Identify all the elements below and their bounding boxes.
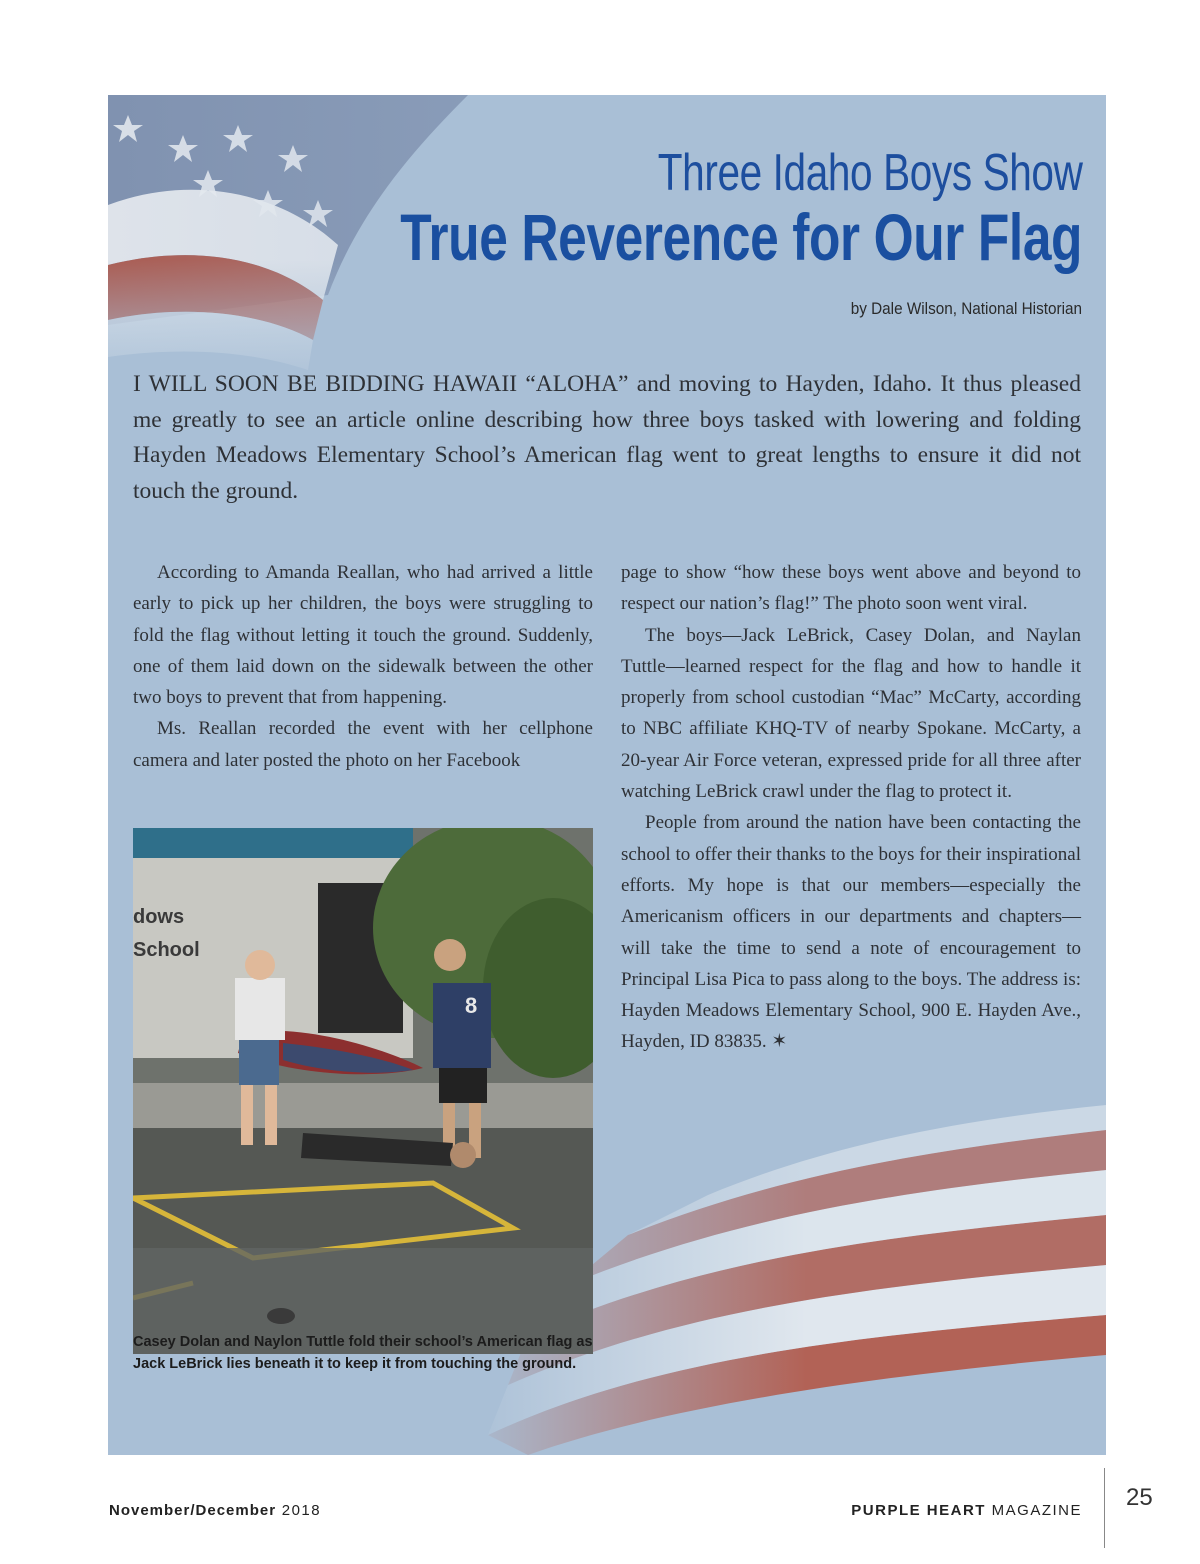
article-photo	[133, 828, 593, 1354]
footer-issue-date	[109, 1502, 321, 1519]
issue-month: November/December	[109, 1502, 277, 1519]
magazine-name-bold: PURPLE HEART	[851, 1502, 986, 1519]
article-lead: I WILL SOON BE BIDDING HAWAII “ALOHA” and moving to Hayden, Idaho. It thus pleased me greatly to see an article online describing how three boys tasked with lowering and folding Hayden Meadows Elementary School’s American flag went to great lengths to ensure it did not touch the ground.	[133, 371, 1081, 504]
issue-year: 2018	[281, 1502, 322, 1519]
paragraph: The boys—Jack LeBrick, Casey Dolan, and Naylan Tuttle—learned respect for the flag and how to handle it properly from school custodian “Mac” McCarty, according to NBC affiliate KHQ-TV of nearby Spokane. McCarty, a 20-year Air Force veteran, expressed pride for all three after watching LeBrick crawl under the flag to protect it.	[621, 624, 1081, 803]
article-title-line1: Three Idaho Boys Show	[657, 144, 1082, 202]
right-column	[621, 557, 1081, 1058]
paragraph	[621, 807, 1081, 1057]
paragraph: page to show “how these boys went above and beyond to respect our nation’s flag!” The photo soon went viral.	[621, 562, 1081, 615]
page-number: 25	[1126, 1484, 1153, 1511]
paragraph-text: People from around the nation have been contacting the school to offer their thanks to the boys for their inspirational efforts. My hope is that our members—especially the Americanism officers in our departments and chapters—will take the time to send a note of encouragement to Principal Lisa Pica to pass along to the boys. The address is: Hayden Meadows Elementary School, 900 E. Hayden Ave., Hayden, ID 83835.	[621, 812, 1081, 1053]
article-panel	[108, 95, 1106, 1455]
article-byline: by Dale Wilson, National Historian	[850, 299, 1082, 318]
shirt-number: 8	[465, 993, 478, 1018]
left-column	[133, 557, 593, 776]
footer-divider	[1104, 1468, 1105, 1548]
article-title-line2: True Reverence for Our Flag	[400, 200, 1082, 274]
photo-caption: Casey Dolan and Naylon Tuttle fold their school’s American flag as Jack LeBrick lies beneath it to keep it from touching the ground.	[133, 1334, 593, 1372]
school-sign-line2: School	[133, 939, 200, 961]
photo-illustration	[133, 828, 593, 1354]
footer-magazine-name	[851, 1502, 1082, 1519]
paragraph: Ms. Reallan recorded the event with her cellphone camera and later posted the photo on her Facebook	[133, 718, 593, 771]
end-mark-icon: ✶	[771, 1031, 788, 1053]
school-sign-line1: dows	[133, 906, 185, 928]
magazine-name-rest: MAGAZINE	[991, 1502, 1082, 1519]
paragraph: According to Amanda Reallan, who had arrived a little early to pick up her children, the boys were struggling to fold the flag without letting it touch the ground. Suddenly, one of them laid down on the sidewalk between the other two boys to prevent that from happening.	[133, 562, 593, 709]
